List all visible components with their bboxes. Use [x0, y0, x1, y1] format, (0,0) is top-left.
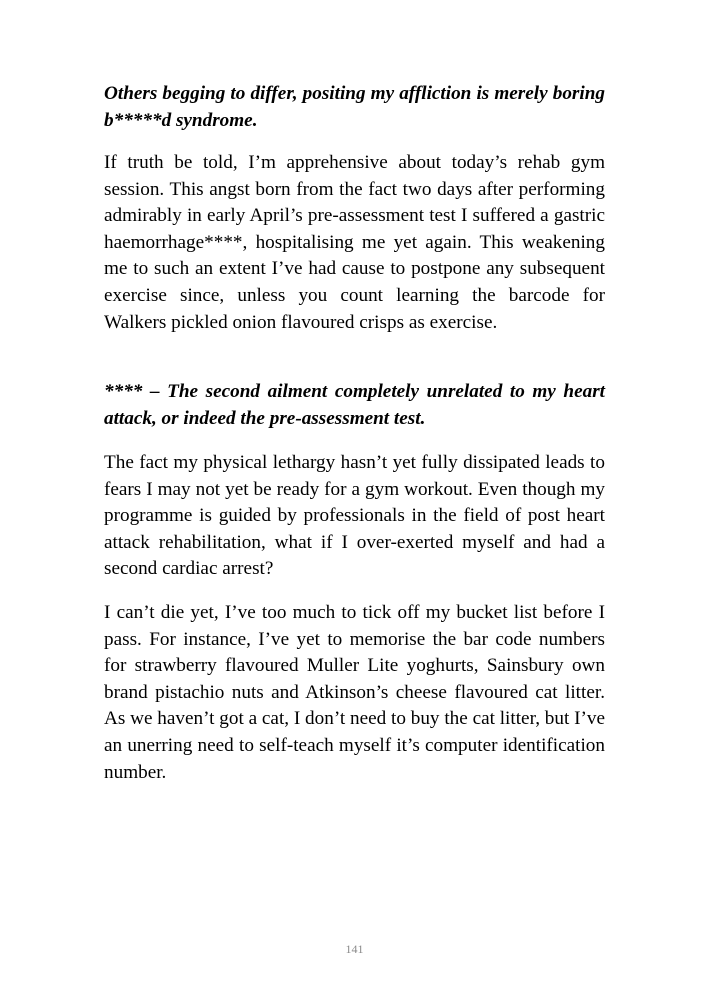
footnote-paragraph: **** – The second ailment completely unrelated to my heart attack, or indeed the pre-assessment test.: [104, 381, 605, 429]
paragraph-1-bold-italic: Others begging to differ, positing my affliction is merely boring b*****d syndrome.: [104, 83, 605, 131]
paragraph-2: If truth be told, I’m apprehensive about today’s rehab gym session. This angst born from the fact two days after performing admirably in early April’s pre-assessment test I suffered a gastric haemorrhage****, hospitalising me yet again. This weakening me to such an extent I’ve had cause to postpone any subsequent exercise since, unless you count learning the barcode for Walkers pickled onion flavoured crisps as exercise.: [104, 152, 605, 333]
paragraph-4: The fact my physical lethargy hasn’t yet fully dissipated leads to fears I may not yet be ready for a gym workout. Even though my programme is guided by professionals in the field of post heart attack rehabilitation, what if I over-exerted myself and had a second cardiac arrest?: [104, 452, 605, 580]
paragraph-5: I can’t die yet, I’ve too much to tick off my bucket list before I pass. For instance, I’ve yet to memorise the bar code numbers for strawberry flavoured Muller Lite yoghurts, Sainsbury own brand pistachio nuts and Atkinson’s cheese flavoured cat litter. As we haven’t got a cat, I don’t need to buy the cat litter, but I’ve an unerring need to self-teach myself it’s computer identification number.: [104, 602, 605, 783]
page-number: 141: [345, 942, 364, 956]
